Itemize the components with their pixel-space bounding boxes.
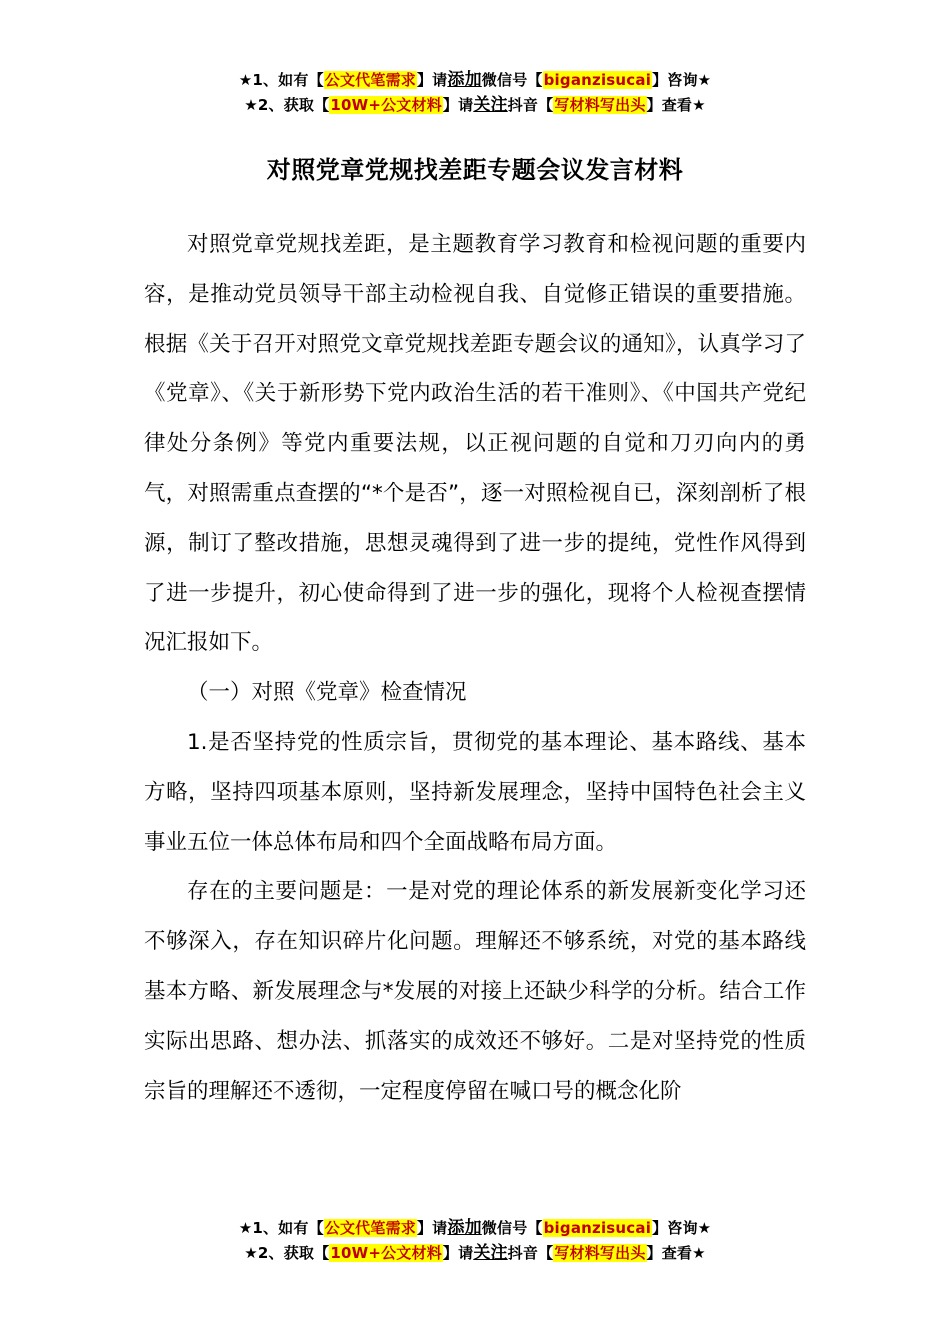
banner-text: ★1、如有【 xyxy=(238,1219,324,1237)
banner-highlight-service: 公文代笔需求 xyxy=(324,71,416,89)
banner-text: 】查看★ xyxy=(646,96,706,114)
banner-text: 微信号【 xyxy=(481,1219,543,1237)
banner-emphasis: 添加 xyxy=(447,70,482,90)
banner-line-2 xyxy=(0,1241,950,1266)
section-heading: （一）对照《党章》检查情况 xyxy=(187,680,467,706)
banner-text: 】请 xyxy=(442,96,474,114)
banner-highlight-account: 写材料写出头 xyxy=(554,96,646,114)
banner-text: 】查看★ xyxy=(646,1244,706,1262)
banner-highlight-account: 写材料写出头 xyxy=(554,1244,646,1262)
banner-line-1 xyxy=(0,1216,950,1241)
banner-line-1 xyxy=(0,68,950,93)
banner-text: 】请 xyxy=(442,1244,474,1262)
banner-text: ★2、获取【 xyxy=(244,96,330,114)
banner-emphasis: 添加 xyxy=(447,1218,482,1238)
banner-text: 】咨询★ xyxy=(652,1219,712,1237)
banner-text: 抖音【 xyxy=(507,96,554,114)
banner-text: ★2、获取【 xyxy=(244,1244,330,1262)
banner-emphasis: 关注 xyxy=(473,1243,508,1263)
problems-paragraph: 存在的主要问题是：一是对党的理论体系的新发展新变化学习还不够深入，存在知识碎片化问题。理解还不够系统，对党的基本路线基本方略、新发展理念与*发展的对接上还缺少科学的分析。结合工作实际出思路、想办法、抓落实的成效还不够好。二是对坚持党的性质宗旨的理解还不透彻，一定程度停留在喊口号的概念化阶 xyxy=(144,879,806,1104)
document-title: 对照党章党规找差距专题会议发言材料 xyxy=(266,156,684,184)
banner-highlight-materials: 10W+公文材料 xyxy=(330,1244,442,1262)
banner-text: 抖音【 xyxy=(507,1244,554,1262)
document-body xyxy=(144,220,806,1116)
header-banner xyxy=(0,68,950,118)
intro-paragraph: 对照党章党规找差距，是主题教育学习教育和检视问题的重要内容，是推动党员领导干部主动检视自我、自觉修正错误的重要措施。根据《关于召开对照党文章党规找差距专题会议的通知》，认真学习了《党章》、《关于新形势下党内政治生活的若干准则》、《中国共产党纪律处分条例》等党内重要法规，以正视问题的自觉和刀刃向内的勇气，对照需重点查摆的“*个是否”，逐一对照检视自已，深刻剖析了根源，制订了整改措施，思想灵魂得到了进一步的提纯，党性作风得到了进一步提升，初心使命得到了进一步的强化，现将个人检视查摆情况汇报如下。 xyxy=(144,232,806,656)
banner-highlight-service: 公文代笔需求 xyxy=(324,1219,416,1237)
banner-highlight-materials: 10W+公文材料 xyxy=(330,96,442,114)
banner-highlight-wechat: biganzisucai xyxy=(543,1219,652,1237)
banner-line-2 xyxy=(0,93,950,118)
banner-text: ★1、如有【 xyxy=(238,71,324,89)
footer-banner xyxy=(0,1216,950,1266)
banner-text: 】请 xyxy=(416,71,448,89)
banner-highlight-wechat: biganzisucai xyxy=(543,71,652,89)
banner-text: 】咨询★ xyxy=(652,71,712,89)
banner-text: 微信号【 xyxy=(481,71,543,89)
item-paragraph: 1.是否坚持党的性质宗旨，贯彻党的基本理论、基本路线、基本方略，坚持四项基本原则，坚持新发展理念，坚持中国特色社会主义事业五位一体总体布局和四个全面战略布局方面。 xyxy=(144,729,806,855)
banner-emphasis: 关注 xyxy=(473,95,508,115)
banner-text: 】请 xyxy=(416,1219,448,1237)
